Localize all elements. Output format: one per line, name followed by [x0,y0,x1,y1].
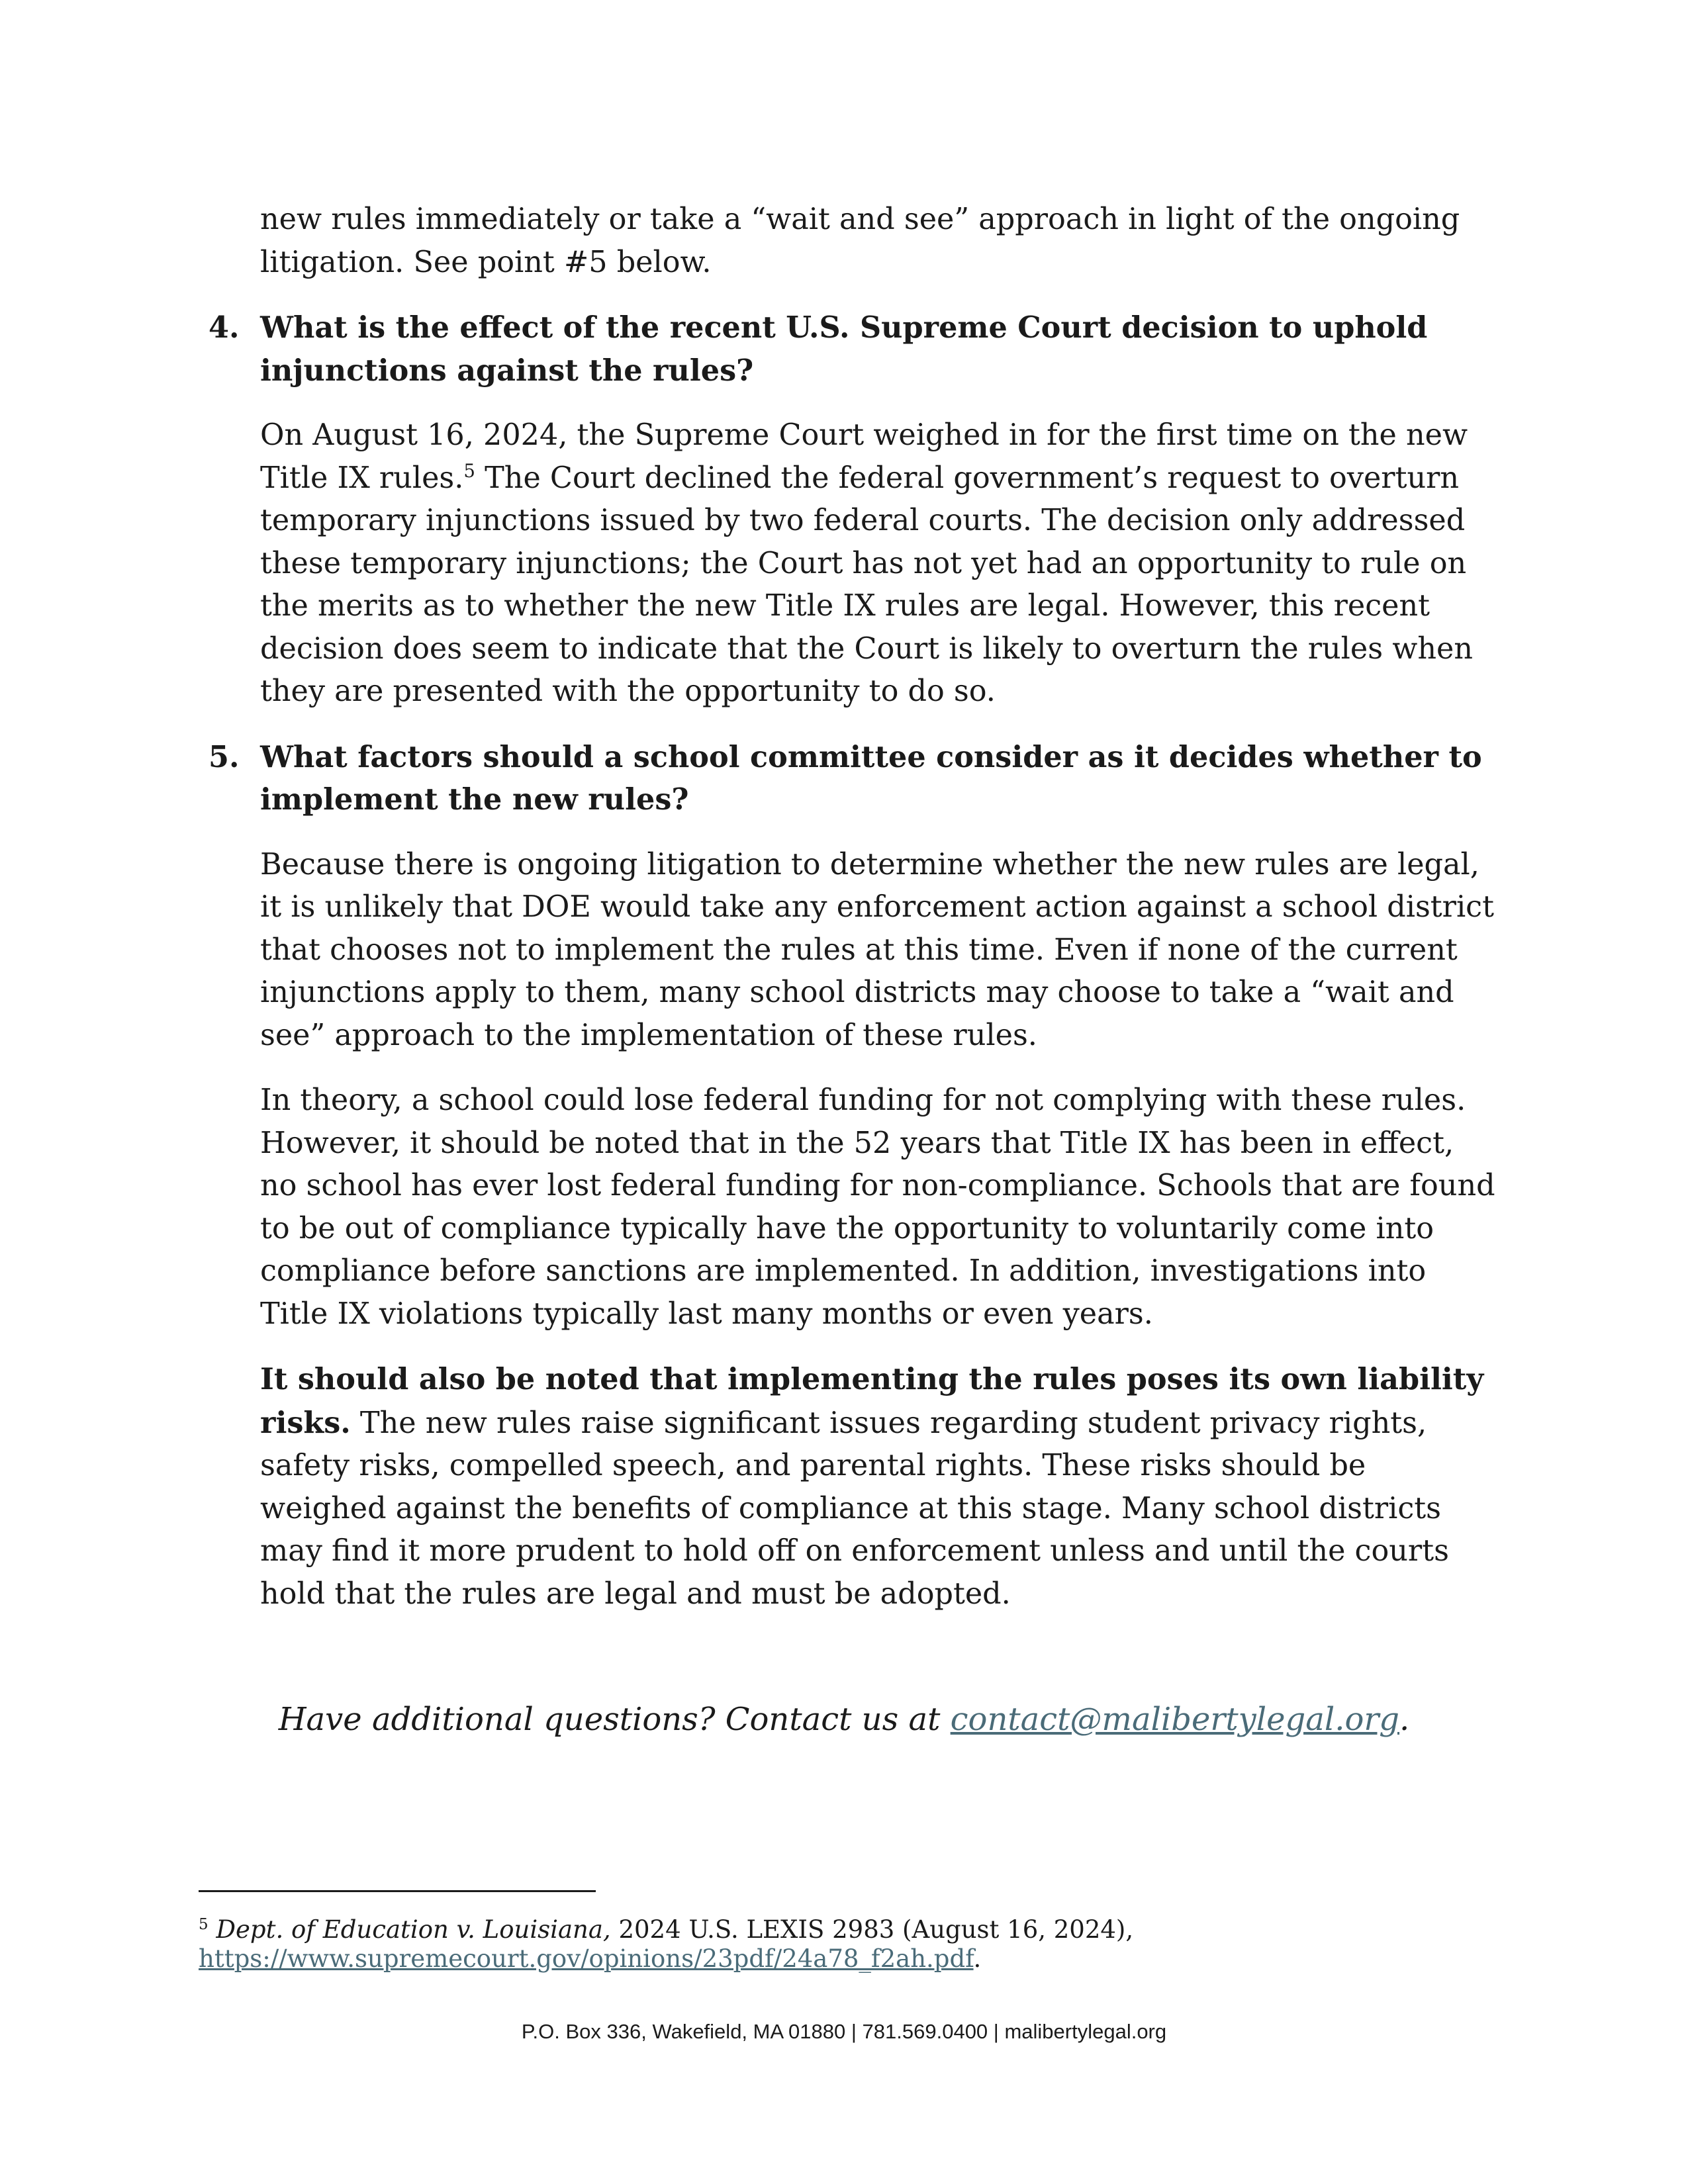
answer-4-part-2: The Court declined the federal government’s request to overturn temporary injunctions issued by two federal courts. The decision only addressed these temporary injunctions; the Court has not yet had an opportunity to rule on the merits as to whether the new Title IX rules are legal. However, this recent decision does seem to indicate that the Court is likely to overturn the rules when they are presented with the opportunity to do so. [260,461,1473,708]
intro-paragraph: new rules immediately or take a “wait and see” approach in light of the ongoing litigation. See point #5 below. [260,203,1460,279]
question-5-paragraph-1: Because there is ongoing litigation to determine whether the new rules are legal, it is unlikely that DOE would take any enforcement action against a school district that chooses not to implement the rules at this time. Even if none of the current injunctions apply to them, many school districts may choose to take a “wait and see” approach to the implementation of these rules. [260,847,1494,1052]
contact-suffix: . [1399,1701,1410,1738]
footnote-case-name: Dept. of Education v. Louisiana, [216,1915,611,1944]
footnote-url-link[interactable]: https://www.supremecourt.gov/opinions/23pdf/24a78_f2ah.pdf [199,1944,974,1973]
contact-line [0,1698,1688,1741]
question-4 [209,306,1498,392]
footnote [199,1915,1456,1974]
footnote-marker: 5 [199,1916,209,1934]
paragraph-3-rest: The new rules raise significant issues regarding student privacy rights, safety risks, compelled speech, and parental rights. These risks should be weighed against the benefits of compliance at this stage. Many school districts may find it more prudent to hold off on enforcement unless and until the courts hold that the rules are legal and must be adopted. [260,1406,1449,1611]
footnote-divider [199,1890,596,1892]
body-content [209,199,1498,1638]
question-5-heading: What factors should a school committee consider as it decides whether to implement the new rules? [260,739,1482,817]
answer-4-part-1: On August 16, 2024, the Supreme Court weighed in for the first time on the new Title IX rules. [260,418,1468,495]
question-5-number: 5. [209,739,240,774]
contact-prefix: Have additional questions? Contact us at [278,1701,951,1738]
question-4-answer [260,414,1498,713]
question-5-paragraph-3 [260,1358,1498,1615]
contact-email-link[interactable]: contact@malibertylegal.org [950,1701,1400,1738]
footnote-reference[interactable]: 5 [463,460,475,482]
question-4-heading: What is the effect of the recent U.S. Supreme Court decision to uphold injunctions against the rules? [260,310,1428,388]
question-5 [209,736,1498,821]
footnote-suffix: . [973,1944,982,1973]
page-footer: P.O. Box 336, Wakefield, MA 01880 | 781.569.0400 | malibertylegal.org [521,2020,1167,2043]
footnote-citation: 2024 U.S. LEXIS 2983 (August 16, 2024), [610,1915,1134,1944]
question-5-paragraph-2: In theory, a school could lose federal funding for not complying with these rules. However, it should be noted that in the 52 years that Title IX has been in effect, no school has ever lost federal funding for non-compliance. Schools that are found to be out of compliance typically have the opportunity to voluntarily come into compliance before sanctions are implemented. In addition, investigations into Title IX violations typically last many months or even years. [260,1083,1495,1331]
paragraph-3-lead: It should also be noted that implementing the rules poses its own liability risks. [260,1362,1484,1440]
question-4-number: 4. [209,310,240,345]
